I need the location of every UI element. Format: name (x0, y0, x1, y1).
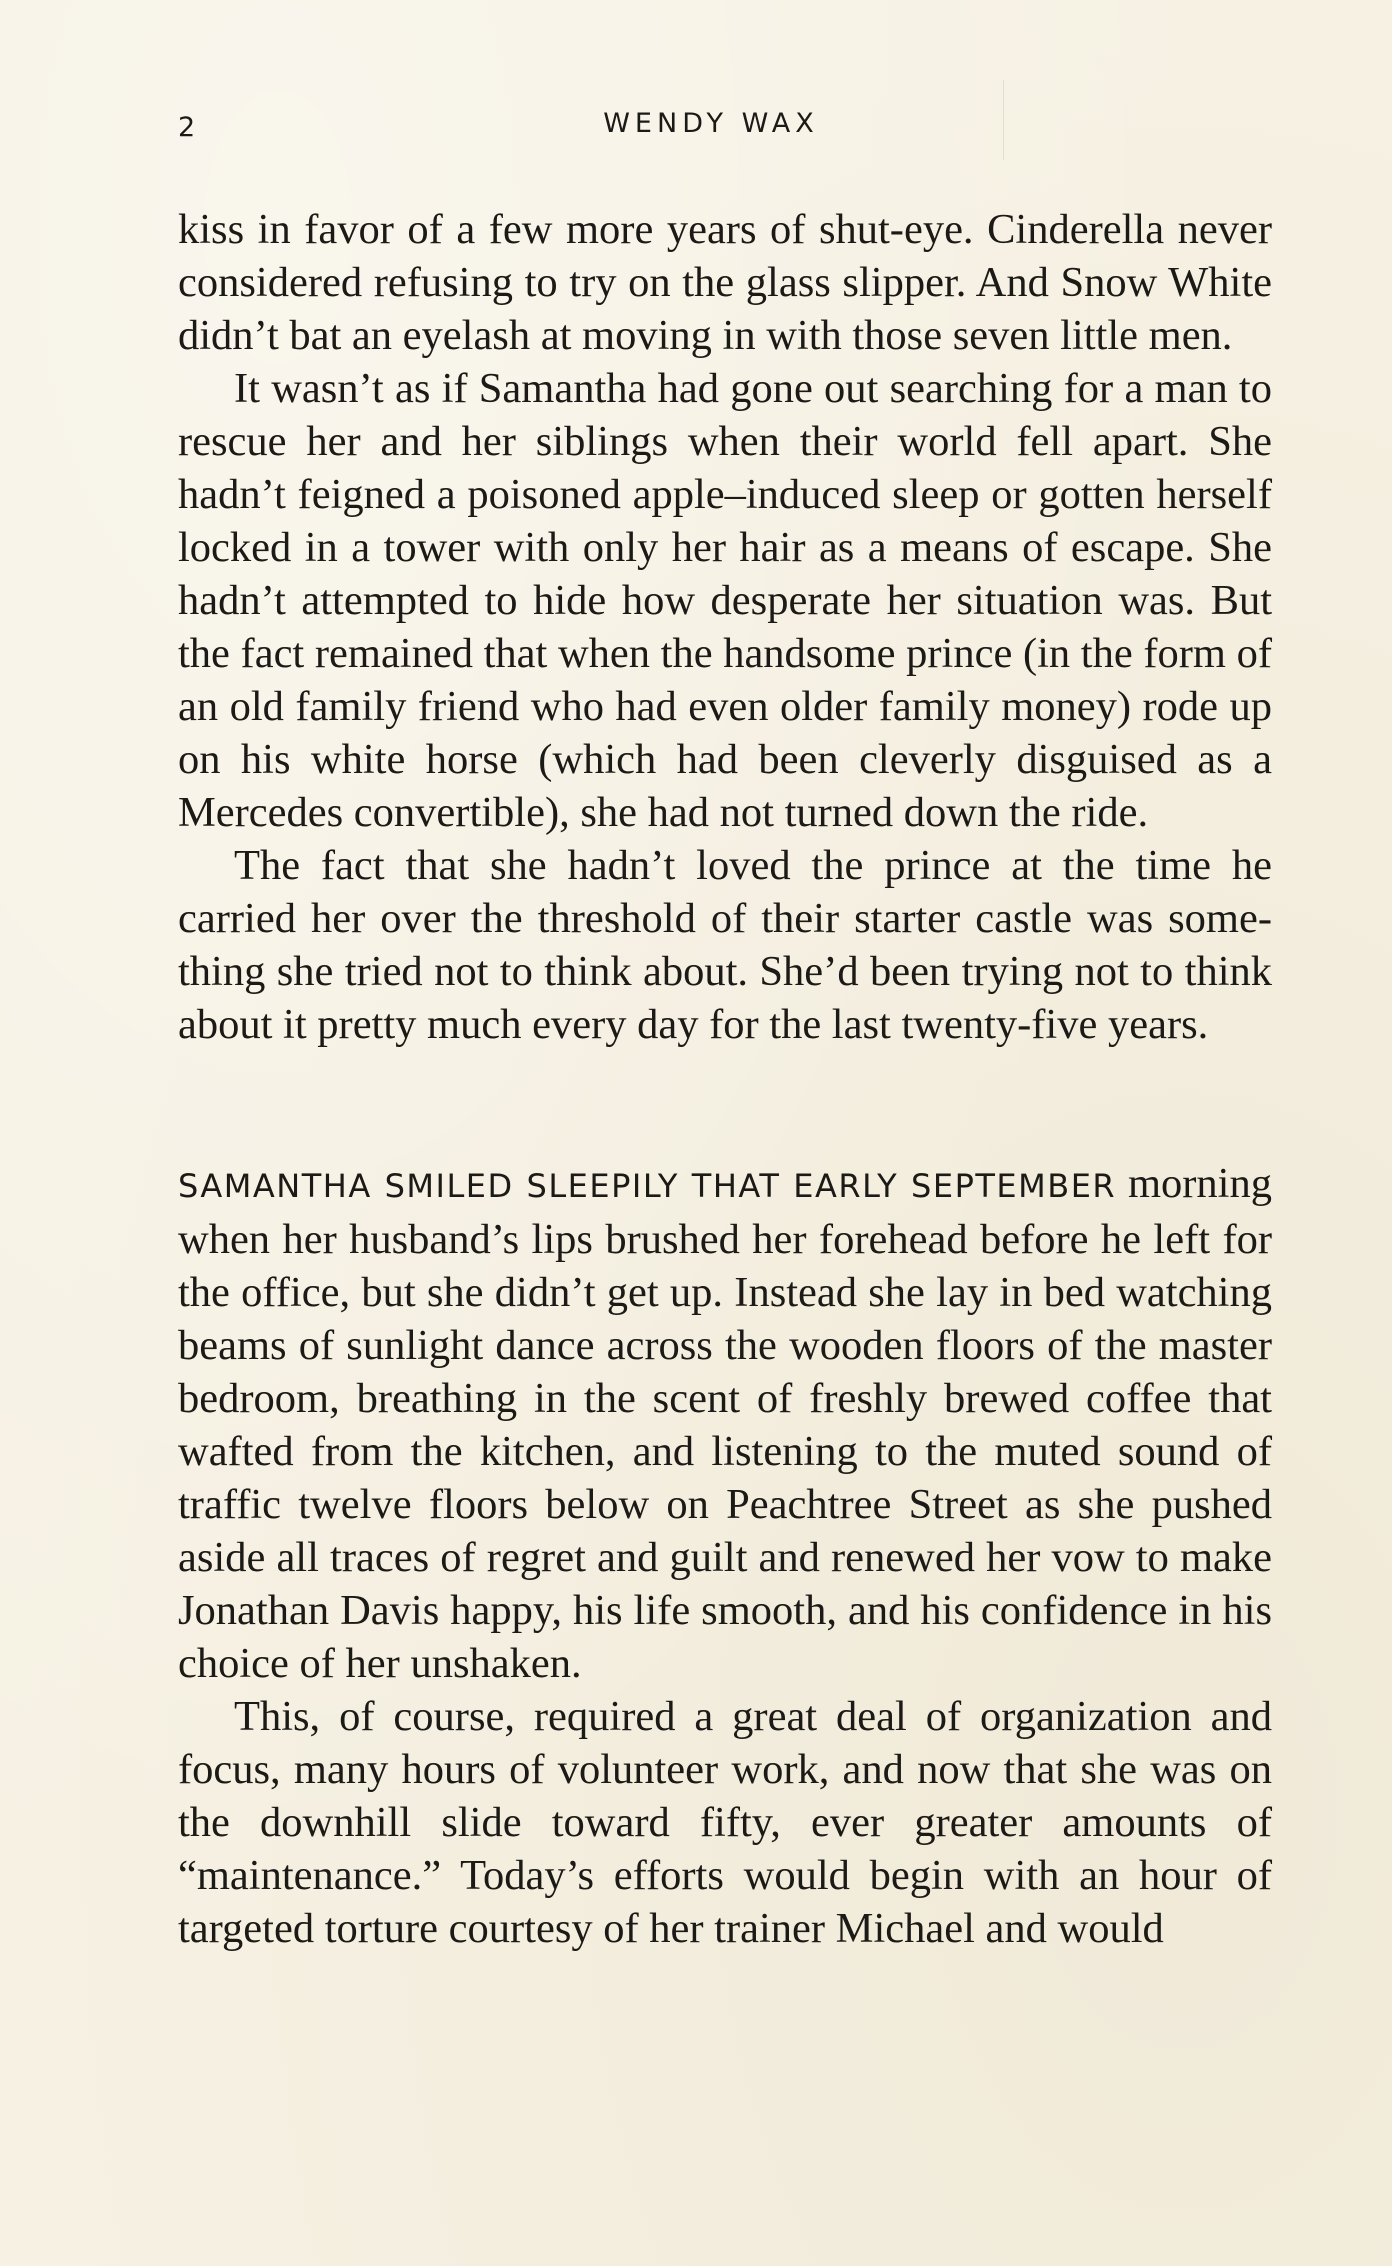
section-break (178, 1051, 1272, 1157)
body-text (178, 203, 1272, 1955)
paragraph-1: kiss in favor of a few more years of shut-eye. Cinderella never considered refusing to try on the glass slipper. And Snow White didn’t bat an eyelash at moving in with those seven little men. (178, 206, 1272, 359)
running-head (0, 108, 1392, 148)
paragraph-5: This, of course, required a great deal of organization and focus, many hours of volunteer work, and now that she was on the downhill slide toward fifty, ever greater amounts of “maintenance.” Today’s efforts would begin with an hour of targeted torture courtesy of her trainer Michael and would (178, 1693, 1272, 1952)
page-number: 2 (178, 112, 197, 143)
running-head-author: WENDY WAX (603, 108, 819, 139)
section-opener-continuation: morning when her husband’s lips brushed her forehead before he left for the office, but she didn’t get up. Instead she lay in bed watching beams of sunlight dance across the wooden floors of the master bedroom, breathing in the scent of freshly brewed coffee that wafted from the kitchen, and listening to the muted sound of traffic twelve floors below on Peachtree Street as she pushed aside all traces of regret and guilt and renewed her vow to make Jonathan Davis happy, his life smooth, and his confidence in his choice of her unshaken. (178, 1160, 1272, 1687)
section-opening-paragraph (178, 1157, 1272, 1690)
section-opener-smallcaps: SAMANTHA SMILED SLEEPILY THAT EARLY SEPTEMBER (178, 1167, 1117, 1205)
paragraph-2: It wasn’t as if Samantha had gone out searching for a man to rescue her and her siblings when their world fell apart. She hadn’t feigned a poisoned apple–induced sleep or gotten herself locked in a tower with only her hair as a means of escape. She hadn’t attempted to hide how desperate her situation was. But the fact remained that when the handsome prince (in the form of an old family friend who had even older family money) rode up on his white horse (which had been cleverly disguised as a Mercedes convertible), she had not turned down the ride. (178, 365, 1272, 836)
paragraph-3: The fact that she hadn’t loved the prince at the time he carried her over the threshold of their starter castle was something she tried not to think about. She’d been trying not to think about it pretty much every day for the last twenty-five years. (178, 842, 1272, 1048)
